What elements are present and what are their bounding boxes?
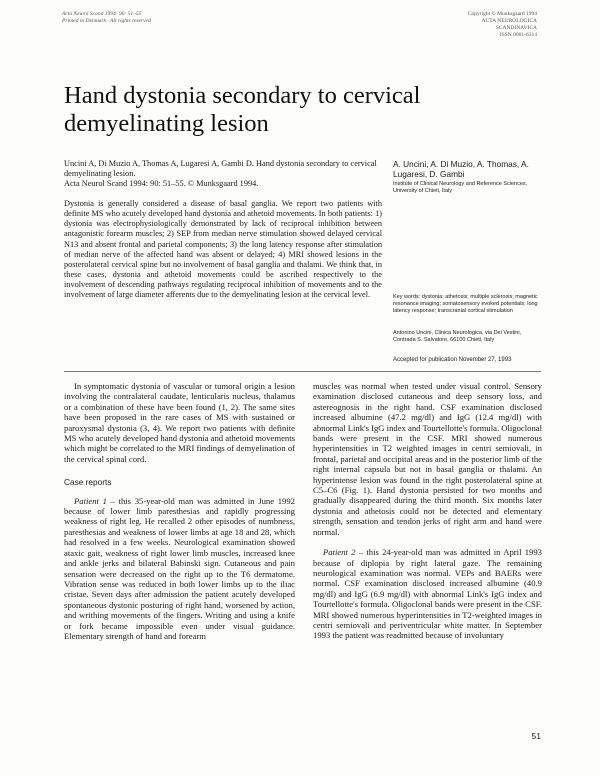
case-2-text: – this 24-year-old man was admitted in April 1993 because of diplopia by right lateral gaze. The remaining neurological examination was normal. VEPs and BAERs were normal. CSF examination disclosed increased albumine (40.9 mg/dl) and IgG (6.9 mg/dl) with abnormal Link's IgG index and Tourtellotte's formula. Oligoclonal bands were present in the CSF. MRI showed numerous hyperintensities in T2-weighted images in centri semiovali and periventricular white matter. In September 1993 the patient was readmitted because of involuntary: [313, 547, 542, 641]
body-column-right: [313, 381, 542, 641]
keywords: Key words: dystonia; athetosis; multiple sclerosis; magnetic resonance imaging; somatosensory evoked potentials; long latency response; transcranial cortical stimulation: [393, 294, 538, 314]
copyright-line: Copyright © Munksgaard 1994: [467, 11, 537, 17]
affiliation: Institute of Clinical Neurology and Reference Sciences, University of Chieti, Italy: [393, 181, 528, 194]
issn-line: ISSN 0001-6314: [499, 32, 537, 38]
journal-header-left: [62, 11, 151, 25]
journal-name-line2: SCANDINAVICA: [495, 25, 537, 31]
case-2-paragraph: [313, 547, 542, 641]
case-1-continuation: muscles was normal when tested under visual control. Sensory examination disclosed cutaneous and deep sensory loss, and astereognosis in the right hand. CSF examination disclosed increased albumine (47.2 mg/dl) and IgG (12.4 mg/dl) with abnormal Link's IgG index and Tourtellotte's formula. Oligoclonal bands were present in the CSF. MRI showed numerous hyperintensities in T2 weighted images in centri semiovali, in frontal, parietal and occipital areas and in the posterior limb of the right internal capsula but not in basal ganglia or thalami. An hyperintense lesion was found in the right posterolateral spine at C5–C6 (Fig. 1). Hand dystonia persisted for two months and gradually disappeared during the third month. Six months later dystonia and athetosis could not be detected and elementary strength, sensation and tendon jerks of right arm and hand were normal.: [313, 381, 542, 537]
abstract: Dystonia is generally considered a disease of basal ganglia. We report two patients with definite MS who acutely developed hand dystonia and athetoid movements. In both patients: 1) dystonia was electrophysiologically demonstrated by lack of reciprocal inhibition between antagonistic forearm muscles; 2) SEP from median nerve stimulation showed delayed cervical N13 and absent frontal and parietal components; 3) the long latency response after stimulation of median nerve of the affected hand was absent or delayed; 4) MRI showed lesions in the posterolateral cervical spine but no involvement of basal ganglia and thalami. We think that, in these cases, dystonia and athetoid movements could be ascribed respectively to the involvement of descending pathways regulating reciprocal inhibition of movements and to the involvement of large diameter afferents due to the demyelinating lesion at the cervical level.: [64, 199, 382, 300]
printed-line: Printed in Denmark · All rights reserved: [62, 18, 151, 24]
section-heading-case-reports: Case reports: [64, 477, 112, 488]
author-list: A. Uncini, A. Di Muzio, A. Thomas, A. Lugaresi, D. Gambi: [393, 159, 529, 180]
case-1-label: Patient 1: [74, 495, 107, 506]
correspondence: Antonino Uncini, Clinica Neurologica, via Dei Vestini, Contrada S. Salvatore, 66100 Chieti, Italy: [393, 330, 522, 343]
journal-header-right: [468, 11, 537, 39]
journal-name-line1: ACTA NEUROLOGICA: [481, 18, 537, 24]
case-2-label: Patient 2: [323, 547, 356, 558]
article-citation: [64, 159, 380, 190]
accepted-date: Accepted for publication November 27, 1993: [393, 357, 512, 363]
case-1-paragraph: [64, 496, 295, 642]
journal-citation-line: Acta Neurol Scand 1994: 90: 51–55: [62, 11, 142, 17]
article-title: Hand dystonia secondary to cervical demyelinating lesion: [64, 82, 421, 137]
citation-authors-title: Uncini A, Di Muzio A, Thomas A, Lugaresi A, Gambi D. Hand dystonia secondary to cervical demyelinating lesion.: [64, 159, 377, 179]
citation-journal: Acta Neurol Scand 1994: 90: 51–55. © Munksgaard 1994.: [64, 179, 259, 189]
section-divider: [64, 371, 541, 372]
page-number: 51: [531, 731, 541, 741]
case-1-text: – this 35-year-old man was admitted in June 1992 because of lower limb paresthesias and rapidly progressing weakness of right leg. He recalled 2 other episodes of numbness, paresthesias and weakness of lower limbs at age 18 and 28, which had resolved in a few weeks. Neurological examination showed ataxic gait, weakness of right lower limb muscles, increased knee and ankle jerks and bilateral Babinski sign. Cutaneous and pain sensation were decreased on the right up to the T6 dermatome. Vibration sense was reduced in both lower limbs up to the iliac cristae. Seven days after admission the patient acutely developed spontaneous dystonic posturing of right hand, worsened by action, and writhing movements of the fingers. Writing and using a knife or fork became impossible even under visual guidance. Elementary strength of hand and forearm: [64, 495, 295, 641]
body-column-left: [64, 381, 295, 641]
introduction-paragraph: In symptomatic dystonia of vascular or tumoral origin a lesion involving the contralateral caudate, lenticularis nucleus, thalamus or a combination of these have been found (1, 2). The same sites have been proposed in the rare cases of MS with sustained or paroxysmal dystonia (3, 4). We report two patients with definite MS who acutely developed hand dystonia and athetoid movements which might be correlated to the MRI findings of demyelination of the cervical spinal cord.: [64, 381, 295, 464]
